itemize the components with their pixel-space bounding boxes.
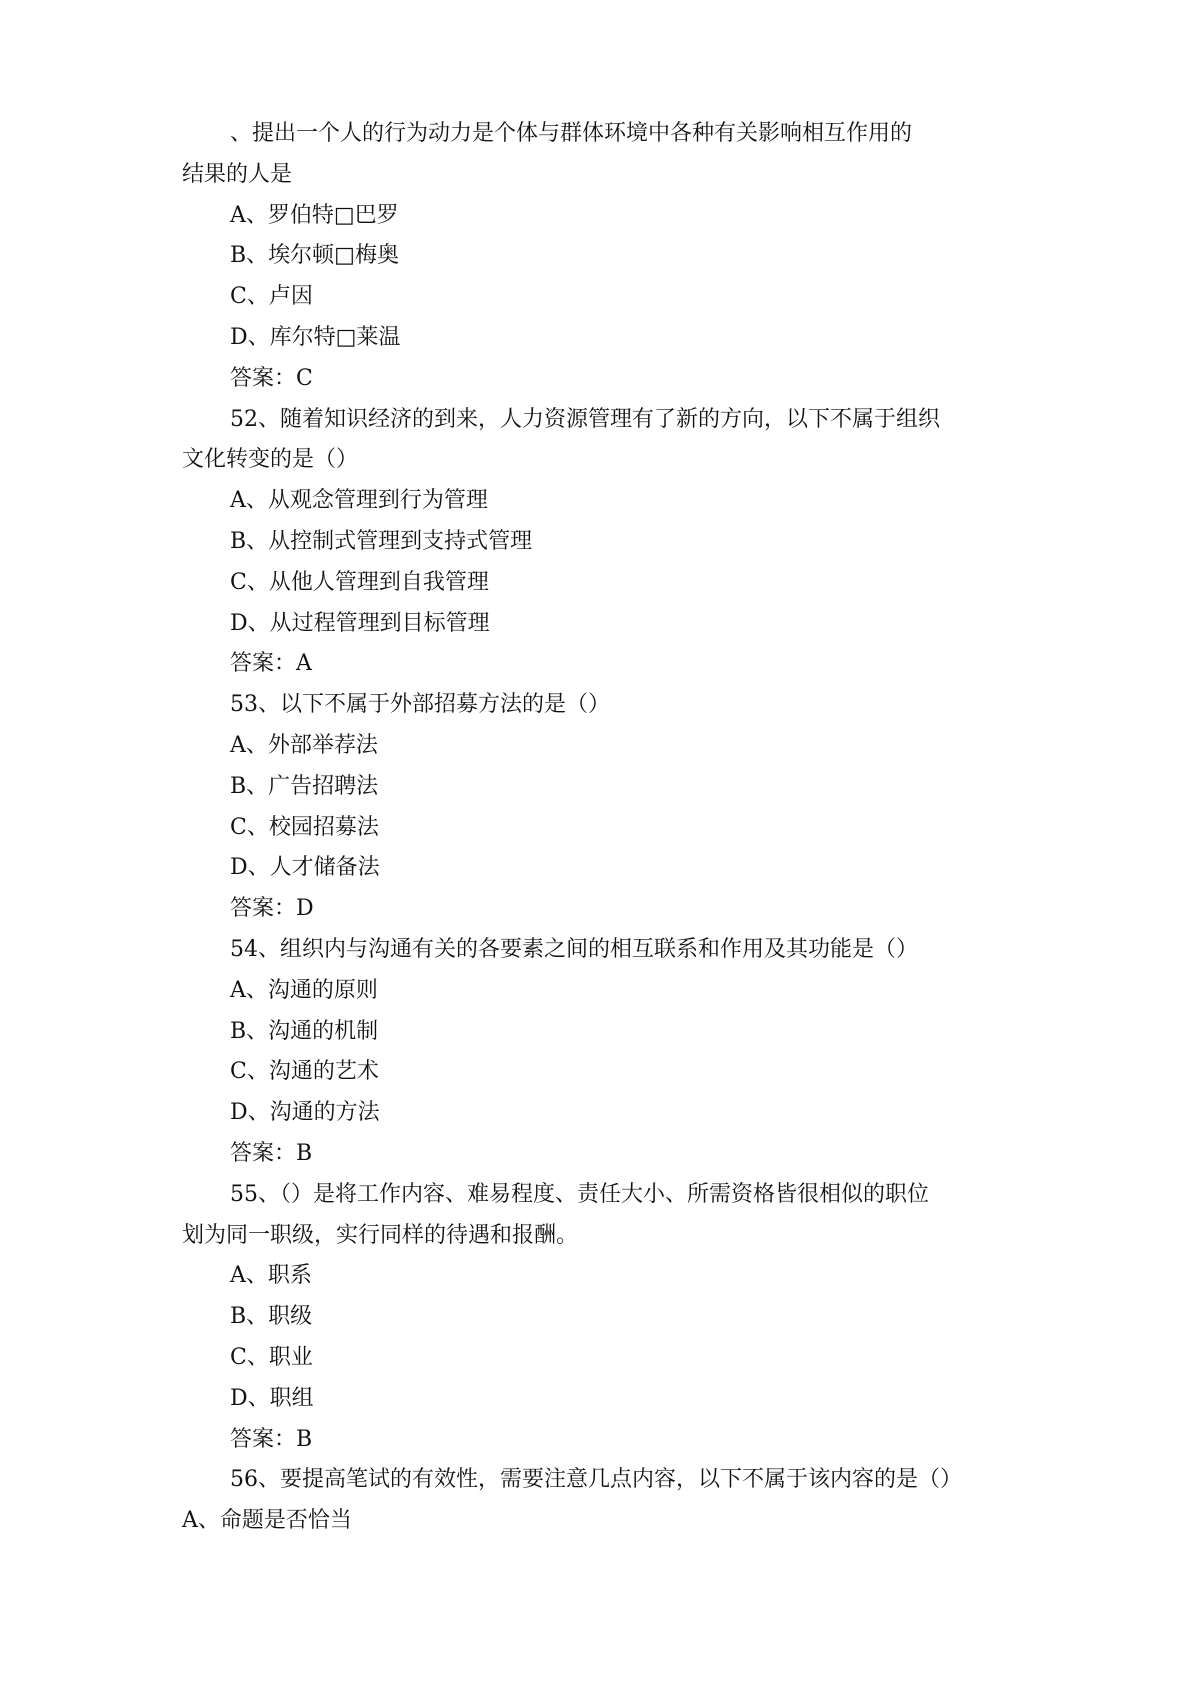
option-b: B、广告招聘法: [230, 773, 379, 799]
question-stem-continuation: 文化转变的是（）: [182, 447, 359, 473]
answer: 答案：A: [230, 651, 312, 677]
question-block: [182, 1175, 1052, 1461]
question-block: [182, 114, 1052, 400]
option-b: B、沟通的机制: [230, 1018, 379, 1044]
option-d: D、库尔特□莱温: [230, 324, 401, 350]
option-c: C、卢因: [230, 284, 313, 310]
option-a: A、外部举荐法: [230, 732, 378, 758]
question-stem-continuation: 结果的人是: [182, 161, 293, 187]
option-a: A、命题是否恰当: [182, 1508, 352, 1534]
answer: 答案：C: [230, 365, 313, 391]
question-block: [182, 400, 1052, 686]
option-a: A、从观念管理到行为管理: [230, 488, 488, 514]
option-b: B、职级: [230, 1304, 313, 1330]
option-d: D、职组: [230, 1385, 314, 1411]
answer: 答案：D: [230, 896, 314, 922]
question-block: [182, 685, 1052, 930]
answer: 答案：B: [230, 1426, 313, 1452]
option-c: C、从他人管理到自我管理: [230, 569, 489, 595]
question-stem: 53、以下不属于外部招募方法的是（）: [230, 692, 610, 718]
question-block: [182, 930, 1052, 1175]
option-d: D、沟通的方法: [230, 1100, 380, 1126]
question-stem: 55、（）是将工作内容、难易程度、责任大小、所需资格皆很相似的职位: [230, 1181, 929, 1207]
option-c: C、校园招募法: [230, 814, 379, 840]
question-block: [182, 1460, 1052, 1542]
answer: 答案：B: [230, 1140, 313, 1166]
question-stem: 、提出一个人的行为动力是个体与群体环境中各种有关影响相互作用的: [230, 121, 913, 146]
question-stem: 56、要提高笔试的有效性，需要注意几点内容，以下不属于该内容的是（）: [230, 1467, 962, 1493]
option-a: A、沟通的原则: [230, 977, 378, 1003]
option-d: D、人才储备法: [230, 855, 380, 881]
question-stem: 54、组织内与沟通有关的各要素之间的相互联系和作用及其功能是（）: [230, 936, 918, 962]
option-a: A、罗伯特□巴罗: [230, 202, 399, 228]
option-c: C、职业: [230, 1344, 313, 1370]
question-stem: 52、随着知识经济的到来，人力资源管理有了新的方向，以下不属于组织: [230, 406, 940, 432]
option-b: B、从控制式管理到支持式管理: [230, 528, 533, 554]
option-c: C、沟通的艺术: [230, 1059, 379, 1085]
option-b: B、埃尔顿□梅奥: [230, 243, 399, 269]
option-d: D、从过程管理到目标管理: [230, 610, 490, 636]
option-a: A、职系: [230, 1263, 312, 1289]
question-list: [182, 114, 1052, 1542]
question-stem-continuation: 划为同一职级，实行同样的待遇和报酬。: [182, 1222, 579, 1248]
